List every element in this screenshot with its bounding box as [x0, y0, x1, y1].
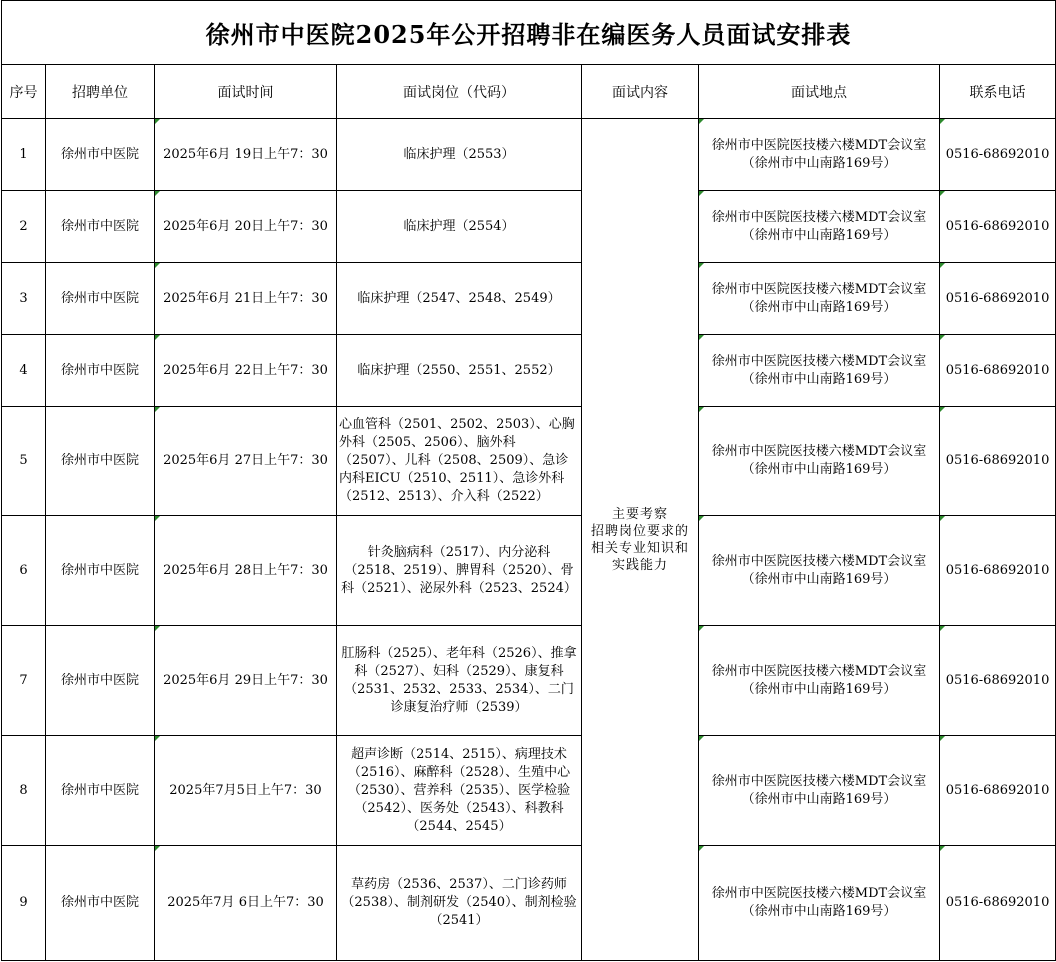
location-address: （徐州市中山南路169号） — [741, 681, 897, 697]
row-phone: 0516-68692010 — [940, 191, 1056, 263]
content-line-2: 招聘岗位要求的相关专业知识和实践能力 — [590, 523, 689, 573]
location-building: 徐州市中医院医技楼六楼MDT会议室 — [711, 444, 927, 459]
table-row — [2, 626, 1056, 736]
row-position: 肛肠科（2525）、老年科（2526）、推拿科（2527）、妇科（2529）、康复科（2531、2532、2533、2534）、二门诊康复治疗师（2539） — [337, 626, 582, 736]
row-location — [699, 335, 940, 407]
row-unit: 徐州市中医院 — [46, 191, 155, 263]
content-line-1: 主要考察 — [611, 506, 668, 522]
row-no: 2 — [2, 191, 46, 263]
row-location — [699, 263, 940, 335]
row-unit: 徐州市中医院 — [46, 516, 155, 626]
row-position: 草药房（2536、2537）、二门诊药师（2538）、制剂研发（2540）、制剂检验（2541） — [337, 846, 582, 961]
row-phone: 0516-68692010 — [940, 516, 1056, 626]
table-row — [2, 846, 1056, 961]
row-position: 超声诊断（2514、2515）、病理技术（2516）、麻醉科（2528）、生殖中心（2530）、营养科（2535）、医学检验（2542）、医务处（2543）、科教科（2544、2545） — [337, 736, 582, 846]
row-phone: 0516-68692010 — [940, 736, 1056, 846]
row-no: 3 — [2, 263, 46, 335]
row-location — [699, 626, 940, 736]
row-no: 8 — [2, 736, 46, 846]
interview-content — [582, 119, 699, 961]
header-phone: 联系电话 — [940, 65, 1056, 119]
row-time: 2025年6月 29日上午7：30 — [155, 626, 337, 736]
header-time: 面试时间 — [155, 65, 337, 119]
location-address: （徐州市中山南路169号） — [741, 371, 897, 387]
row-time: 2025年6月 20日上午7：30 — [155, 191, 337, 263]
row-phone: 0516-68692010 — [940, 846, 1056, 961]
row-no: 5 — [2, 407, 46, 516]
location-address: （徐州市中山南路169号） — [741, 299, 897, 315]
row-unit: 徐州市中医院 — [46, 407, 155, 516]
header-position: 面试岗位（代码） — [337, 65, 582, 119]
header-row — [2, 65, 1056, 119]
row-position: 临床护理（2550、2551、2552） — [337, 335, 582, 407]
location-address: （徐州市中山南路169号） — [741, 791, 897, 807]
header-unit: 招聘单位 — [46, 65, 155, 119]
page-title: 徐州市中医院2025年公开招聘非在编医务人员面试安排表 — [2, 1, 1056, 65]
row-phone: 0516-68692010 — [940, 263, 1056, 335]
row-position: 心血管科（2501、2502、2503）、心胸外科（2505、2506）、脑外科（2507）、儿科（2508、2509）、急诊内科EICU（2510、2511）、急诊外科（2512、2513）、介入科（2522） — [337, 407, 582, 516]
table-row — [2, 736, 1056, 846]
row-unit: 徐州市中医院 — [46, 846, 155, 961]
location-building: 徐州市中医院医技楼六楼MDT会议室 — [711, 886, 927, 901]
location-building: 徐州市中医院医技楼六楼MDT会议室 — [711, 137, 927, 153]
location-building: 徐州市中医院医技楼六楼MDT会议室 — [711, 773, 927, 789]
row-time: 2025年6月 22日上午7：30 — [155, 335, 337, 407]
location-address: （徐州市中山南路169号） — [741, 227, 897, 243]
row-no: 6 — [2, 516, 46, 626]
row-no: 7 — [2, 626, 46, 736]
row-time: 2025年7月5日上午7：30 — [155, 736, 337, 846]
row-phone: 0516-68692010 — [940, 119, 1056, 191]
location-building: 徐州市中医院医技楼六楼MDT会议室 — [711, 663, 927, 679]
location-address: （徐州市中山南路169号） — [741, 155, 897, 171]
row-unit: 徐州市中医院 — [46, 263, 155, 335]
table-row — [2, 516, 1056, 626]
location-building: 徐州市中医院医技楼六楼MDT会议室 — [711, 553, 927, 569]
row-phone: 0516-68692010 — [940, 407, 1056, 516]
header-content: 面试内容 — [582, 65, 699, 119]
row-position: 临床护理（2547、2548、2549） — [337, 263, 582, 335]
location-building: 徐州市中医院医技楼六楼MDT会议室 — [711, 353, 927, 369]
table-row — [2, 119, 1056, 191]
location-building: 徐州市中医院医技楼六楼MDT会议室 — [711, 209, 927, 225]
row-position: 临床护理（2554） — [337, 191, 582, 263]
row-location — [699, 119, 940, 191]
row-time: 2025年6月 21日上午7：30 — [155, 263, 337, 335]
row-unit: 徐州市中医院 — [46, 335, 155, 407]
header-no: 序号 — [2, 65, 46, 119]
row-unit: 徐州市中医院 — [46, 736, 155, 846]
row-no: 4 — [2, 335, 46, 407]
row-unit: 徐州市中医院 — [46, 626, 155, 736]
row-time: 2025年7月 6日上午7：30 — [155, 846, 337, 961]
row-location — [699, 846, 940, 961]
row-location — [699, 516, 940, 626]
header-location: 面试地点 — [699, 65, 940, 119]
row-time: 2025年6月 28日上午7：30 — [155, 516, 337, 626]
location-building: 徐州市中医院医技楼六楼MDT会议室 — [711, 281, 927, 297]
row-position: 针灸脑病科（2517）、内分泌科（2518、2519）、脾胃科（2520）、骨科（2521）、泌尿外科（2523、2524） — [337, 516, 582, 626]
row-time: 2025年6月 19日上午7：30 — [155, 119, 337, 191]
row-location — [699, 191, 940, 263]
row-phone: 0516-68692010 — [940, 626, 1056, 736]
table-row — [2, 191, 1056, 263]
row-position: 临床护理（2553） — [337, 119, 582, 191]
row-no: 9 — [2, 846, 46, 961]
table-row — [2, 335, 1056, 407]
row-unit: 徐州市中医院 — [46, 119, 155, 191]
location-address: （徐州市中山南路169号） — [741, 904, 897, 919]
row-location — [699, 736, 940, 846]
interview-schedule-table — [1, 0, 1056, 961]
table-row — [2, 407, 1056, 516]
row-phone: 0516-68692010 — [940, 335, 1056, 407]
row-no: 1 — [2, 119, 46, 191]
table-row — [2, 263, 1056, 335]
location-address: （徐州市中山南路169号） — [741, 462, 897, 477]
row-time: 2025年6月 27日上午7：30 — [155, 407, 337, 516]
location-address: （徐州市中山南路169号） — [741, 571, 897, 587]
row-location — [699, 407, 940, 516]
